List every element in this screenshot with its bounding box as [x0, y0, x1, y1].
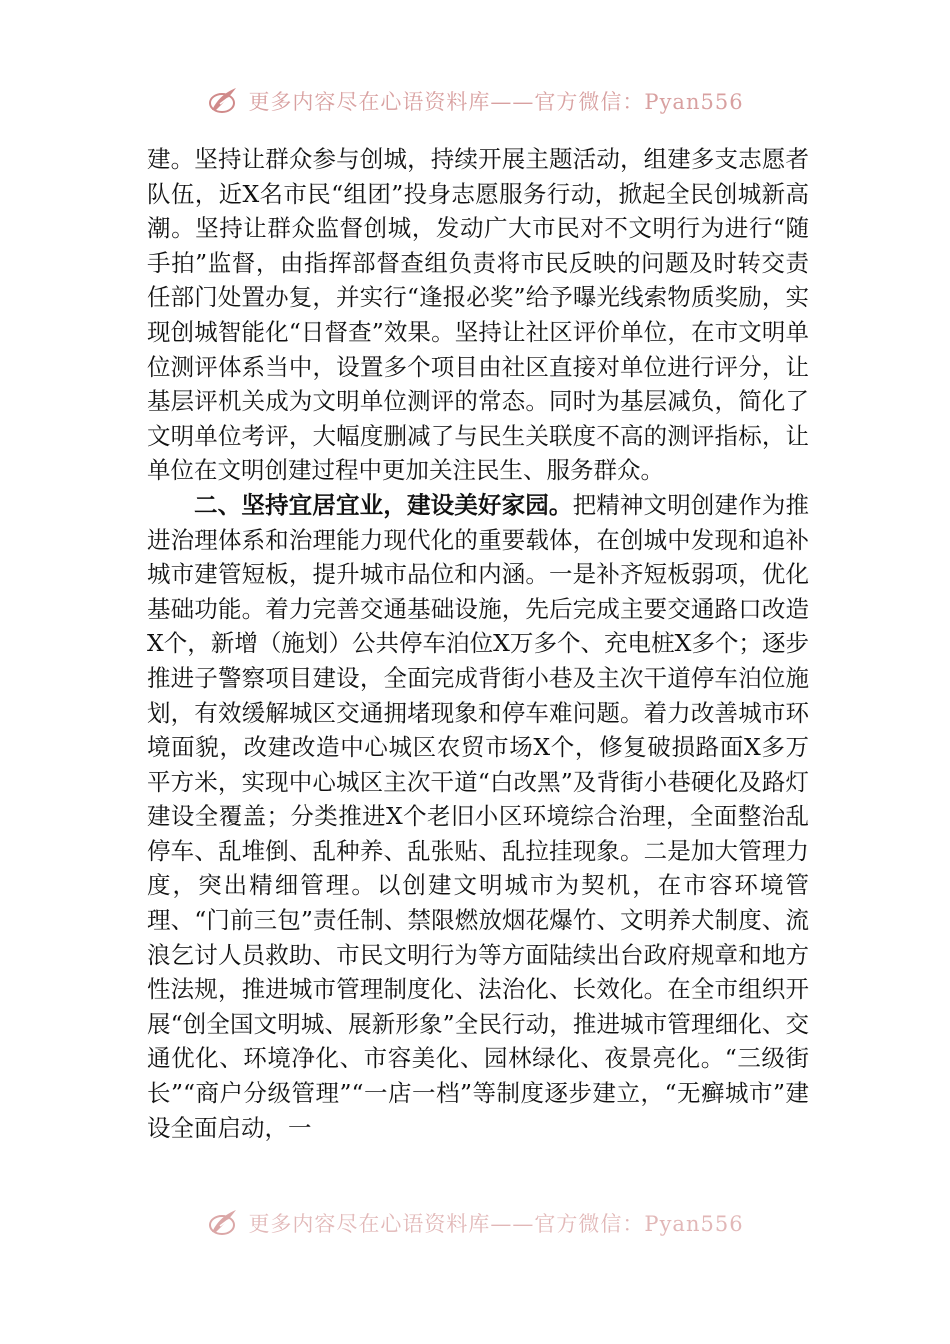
paragraph-1-text: 建。坚持让群众参与创城，持续开展主题活动，组建多支志愿者队伍，近X名市民“组团”投身志愿服务行动，掀起全民创城新高潮。坚持让群众监督创城，发动广大市民对不文明行为进行“随手拍”监督，由指挥部督查组负责将市民反映的问题及时转交责任部门处置办复，并实行“逢报必奖”给予曝光线索物质奖励，实现创城智能化“日督查”效果。坚持让社区评价单位，在市文明单位测评体系当中，设置多个项目由社区直接对单位进行评分，让基层评机关成为文明单位测评的常态。同时为基层减负，简化了文明单位考评，大幅度删减了与民生关联度不高的测评指标，让单位在文明创建过程中更加关注民生、服务群众。: [147, 145, 809, 485]
stylized-quill-logo-icon: [206, 84, 240, 118]
paragraph-1: [147, 142, 809, 488]
watermark-header: [0, 84, 950, 118]
paragraph-2-text: 把精神文明创建作为推进治理体系和治理能力现代化的重要载体，在创城中发现和追补城市建管短板，提升城市品位和内涵。一是补齐短板弱项，优化基础功能。着力完善交通基础设施，先后完成主要交通路口改造X个，新增（施划）公共停车泊位X万多个、充电桩X多个；逐步推进子警察项目建设，全面完成背街小巷及主次干道停车泊位施划，有效缓解城区交通拥堵现象和停车难问题。着力改善城市环境面貌，改建改造中心城区农贸市场X个，修复破损路面X多万平方米，实现中心城区主次干道“白改黑”及背街小巷硬化及路灯建设全覆盖；分类推进X个老旧小区环境综合治理，全面整治乱停车、乱堆倒、乱种养、乱张贴、乱拉挂现象。二是加大管理力度，突出精细管理。以创建文明城市为契机，在市容环境管理、“门前三包”责任制、禁限燃放烟花爆竹、文明养犬制度、流浪乞讨人员救助、市民文明行为等方面陆续出台政府规章和地方性法规，推进城市管理制度化、法治化、长效化。在全市组织开展“创全国文明城、展新形象”全民行动，推进城市管理细化、交通优化、环境净化、市容美化、园林绿化、夜景亮化。“三级街长”“商户分级管理”“一店一档”等制度逐步建立，“无癣城市”建设全面启动，一: [147, 490, 810, 1142]
document-body: [147, 142, 809, 1145]
watermark-text: 更多内容尽在心语资料库——官方微信：Pyan556: [248, 1212, 744, 1236]
stylized-quill-logo-icon: [206, 1206, 240, 1240]
watermark-text: 更多内容尽在心语资料库——官方微信：Pyan556: [248, 90, 744, 114]
paragraph-2: [147, 488, 809, 1145]
watermark-footer: [0, 1206, 950, 1240]
section-heading: 二、坚持宜居宜业，建设美好家园。: [194, 490, 573, 519]
